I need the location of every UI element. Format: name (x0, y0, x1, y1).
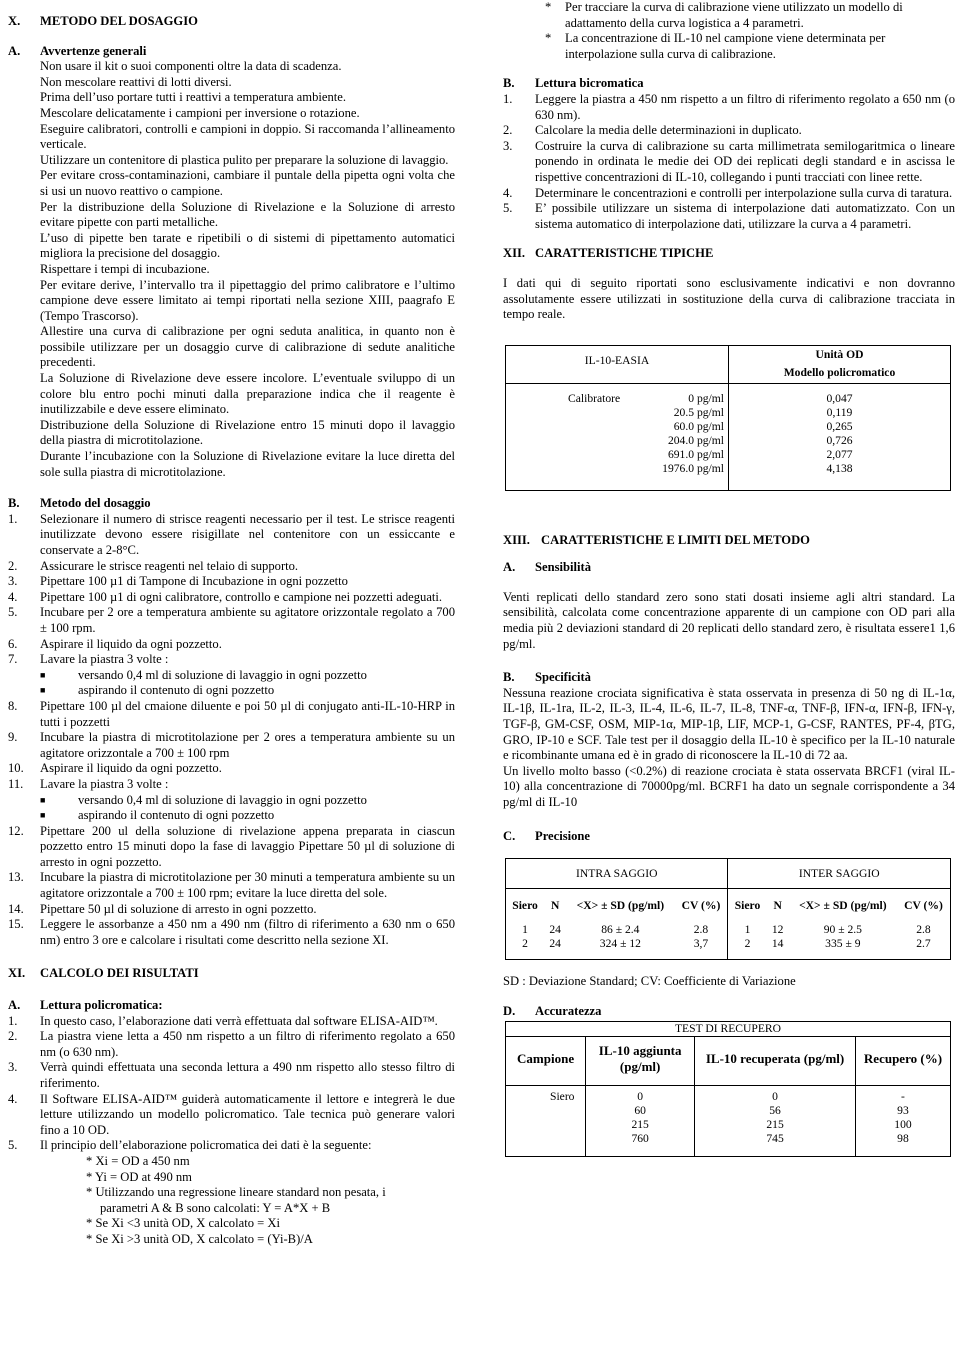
recovery-value: 98 (897, 1132, 909, 1146)
sens-paragraph: Venti replicati dello standard zero sono stati dosati insieme agli altri standard. La sensibilità, calcolata come concentrazione apparente di un campione con OD pari alla media più 2 deviazioni standard di 20 replicati dello standard zero, è risultata essere1 1,6 pg/ml. (503, 589, 955, 651)
item-text: Pipettare 100 µ1 di ogni calibratore, controllo e campione nei pozzetti adeguati. (40, 589, 443, 604)
recovery-value: 0 (772, 1090, 778, 1104)
typical-table (505, 345, 951, 491)
item-number: 2. (503, 123, 513, 138)
precision-cell: 90 ± 2.5 (823, 923, 862, 937)
item-text: Pipettare 200 ul della soluzione di rivelazione appena preparata in ciascun pozzetto entro 15 minuti dopo la fase di lavaggio Pipettare 50 µl di soluzione di arresto in ogni pozzetto. (40, 823, 455, 869)
item-number: 5. (8, 605, 18, 620)
od-value: 4,138 (826, 461, 853, 475)
section-number: XII. (503, 246, 526, 261)
list-item (8, 590, 455, 606)
conc-value: 20.5 pg/ml (673, 405, 724, 419)
item-text: Pipettare 50 µl di soluzione di arresto in ogni pozzetto. (40, 901, 317, 916)
subsection-title: Metodo del dosaggio (40, 496, 151, 511)
sub-a2-heading (8, 998, 455, 1014)
recovery-col-headers (506, 1037, 951, 1086)
precision-cell: 1 (744, 923, 751, 937)
precision-cell: 24 (549, 937, 561, 951)
recovery-value: 56 (769, 1104, 781, 1118)
section-number: XIII. (503, 532, 530, 547)
bullet-item (40, 808, 455, 824)
conc-value: 1976.0 pg/ml (662, 461, 724, 475)
list-item (8, 761, 455, 777)
recovery-added (586, 1086, 695, 1157)
subsection-title: Sensibilità (535, 560, 591, 575)
precision-col-header: CV (%) (674, 889, 728, 924)
sub-a-sens-heading (503, 560, 955, 576)
item-text: E’ possibile utilizzare un sistema di interpolazione dati automatizzato. Con un sistema automatico di interpolazione dati, utilizzare la curva a 4 parametri. (535, 201, 955, 231)
recovery-title: TEST DI RECUPERO (506, 1022, 951, 1037)
list-item (8, 1029, 455, 1060)
bullet-icon: ■ (40, 685, 46, 696)
section-xii-heading (503, 246, 955, 262)
bullet-text: aspirando il contenuto di ogni pozzetto (78, 808, 275, 823)
sub-b-bichrom-heading (503, 76, 955, 92)
item-text: Pipettare 100 µl del cmaione diluente e poi 50 µl di conjugato anti-IL-10-HRP in tutti i pozzetti (40, 698, 455, 729)
item-number: 13. (8, 870, 24, 885)
precision-row (506, 937, 951, 960)
od-value: 2,077 (826, 447, 853, 461)
recovery-table (505, 1021, 951, 1157)
bullet-item (40, 668, 455, 684)
item-number: 9. (8, 730, 18, 745)
avvertenza-item: Per evitare cross-contaminazioni, cambiare il puntale della pipetta ogni volta che si usi un nuovo reattivo o campione. (40, 168, 455, 198)
item-number: 3. (503, 138, 513, 153)
list-item (8, 1014, 455, 1030)
sub-a-heading (8, 44, 455, 60)
precision-col-header: <X> ± SD (pg/ml) (576, 899, 665, 913)
top-notes (545, 0, 955, 62)
calc-line: parametri A & B sono calcolati: Y = A*X + B (100, 1200, 331, 1215)
calibrator-label: Calibratore (568, 391, 621, 405)
item-text: Incubare la piastra di microtitolazione per 30 minuti a temperatura ambiente su un agitatore orizzontale a 700 ± 100 rpm; evitare la luce diretta del sole. (40, 870, 455, 901)
item-number: 10. (8, 761, 24, 776)
avvertenza-item: Non usare il kit o suoi componenti oltre la data di scadenza. (40, 59, 342, 74)
item-text: Leggere le assorbanze a 450 nm a 490 nm (filtro di riferimento a 630 nm o 650 nm) entro 3 ore e calcolare i risultati come descritto nella sezione XI. (40, 917, 455, 947)
list-item (8, 652, 455, 668)
calc-line: * Se Xi >3 unità OD, X calcolato = (Yi-B)/A (86, 1231, 313, 1246)
item-number: 5. (8, 1138, 18, 1153)
intra-header: INTRA SAGGIO (506, 859, 728, 889)
calc-line: * Utilizzando una regressione lineare standard non pesata, i (86, 1185, 386, 1200)
right-column (503, 0, 955, 1157)
typical-header-2 (729, 345, 951, 383)
item-number: 4. (503, 185, 513, 200)
subsection-number: D. (503, 1003, 516, 1018)
item-number: 1. (8, 1013, 18, 1028)
item-text: Incubare per 2 ore a temperatura ambiente su agitatore orizzontale regolato a 700 ± 100 rpm. (40, 605, 455, 635)
recovery-value: 93 (897, 1104, 909, 1118)
item-text: Calcolare la media delle determinazioni in duplicato. (535, 123, 802, 138)
recovery-col-header: IL-10 aggiunta (pg/ml) (586, 1037, 695, 1086)
avvertenza-item: Rispettare i tempi di incubazione. (40, 261, 210, 276)
od-list (733, 392, 946, 476)
asterisk: * (545, 31, 552, 46)
bullet-item (40, 683, 455, 699)
item-number: 4. (8, 1091, 18, 1106)
left-column (8, 6, 455, 1248)
note-text: Per tracciare la curva di calibrazione viene utilizzato un modello di adattamento della curva logistica a 4 parametri. (565, 0, 903, 30)
od-value: 0,119 (826, 405, 853, 419)
typical-header-2a: Unità OD (815, 347, 864, 361)
subsection-number: A. (8, 43, 21, 58)
precision-col-header: CV (%) (904, 899, 943, 913)
avvertenza-item: Utilizzare un contenitore di plastica pulito per preparare la soluzione di lavaggio. (40, 152, 449, 167)
avvertenza-item: Eseguire calibratori, controlli e campioni in doppio. Si raccomanda l’allineamento verticale. (40, 121, 455, 152)
recovery-recovered (695, 1086, 856, 1157)
item-number: 14. (8, 901, 24, 916)
section-xi-heading (8, 966, 455, 982)
item-text: Selezionare il numero di strisce reagenti necessario per il test. Le strisce reagenti inutilizzate devono essere risigillate nel contenitore con un essiccante e conservate a 2-8°C. (40, 511, 455, 557)
typical-right-cell (729, 383, 951, 490)
precision-cell: 2.8 (674, 923, 728, 937)
item-text: Il Software ELISA-AID™ guiderà automaticamente il lettore e integrerà le due letture utilizzando un modello policromatico. Tale tecnica può generare valori fino a 10 OD. (40, 1091, 455, 1137)
recovery-col-header: Campione (506, 1037, 586, 1086)
precision-cell: 1 (522, 923, 528, 937)
subsection-number: A. (8, 998, 21, 1013)
item-number: 4. (8, 589, 18, 604)
section-xiii-heading (503, 533, 955, 549)
recovery-value: 745 (766, 1132, 784, 1146)
list-item (8, 824, 455, 871)
bullet-icon: ■ (40, 669, 46, 680)
item-number: 7. (8, 652, 18, 667)
section-title: METODO DEL DOSAGGIO (40, 14, 198, 28)
bullet-icon: ■ (40, 794, 46, 805)
subsection-title: Lettura policromatica: (40, 998, 163, 1013)
item-number: 3. (8, 574, 18, 589)
recovery-value: 760 (631, 1132, 649, 1146)
item-number: 8. (8, 698, 18, 713)
steps-list (8, 512, 455, 949)
calc-line: * Se Xi <3 unità OD, X calcolato = Xi (86, 1216, 280, 1231)
section-title: CARATTERISTICHE E LIMITI DEL METODO (541, 532, 810, 547)
item-text: La piastra viene letta a 450 nm rispetto a un filtro di riferimento regolato a 650 nm (o 630 nm). (40, 1029, 455, 1059)
precision-cell: 324 ± 12 (599, 937, 641, 951)
precision-col-header: <X> ± SD (pg/ml) (799, 899, 887, 913)
bullet-text: versando 0,4 ml di soluzione di lavaggio in ogni pozzetto (78, 792, 367, 807)
subsection-number: B. (503, 670, 515, 685)
item-number: 6. (8, 636, 18, 651)
sub-d-heading (503, 1004, 955, 1020)
list-item (8, 605, 455, 636)
inter-header: INTER SAGGIO (728, 859, 951, 889)
subsection-number: B. (503, 76, 515, 91)
item-number: 15. (8, 917, 24, 932)
list-item (8, 559, 455, 575)
precision-cell: 3,7 (674, 937, 728, 960)
typical-left-cell (506, 383, 729, 490)
subsection-title: Precisione (535, 828, 591, 843)
bullet-icon: ■ (40, 810, 46, 821)
precision-table (505, 858, 951, 960)
subsection-number: B. (8, 496, 20, 511)
recovery-value: 0 (637, 1090, 644, 1104)
precision-col-header: N (550, 899, 560, 913)
precision-col-header: Siero (512, 899, 538, 913)
od-value: 0,726 (826, 433, 853, 447)
list-item (8, 917, 455, 948)
precision-cell: 2.7 (916, 937, 931, 951)
item-number: 1. (8, 511, 18, 526)
precision-note: SD : Deviazione Standard; CV: Coefficiente di Variazione (503, 974, 796, 989)
list-item (8, 730, 455, 761)
avvertenza-item: Non mescolare reattivi di lotti diversi. (40, 74, 232, 89)
section-title: CALCOLO DEI RISULTATI (40, 966, 199, 981)
avvertenza-item: Prima dell’uso portare tutti i reattivi a temperatura ambiente. (40, 90, 346, 105)
od-value: 0,047 (826, 391, 853, 405)
list-item (8, 902, 455, 918)
bullet-text: versando 0,4 ml di soluzione di lavaggio in ogni pozzetto (78, 667, 367, 682)
recovery-label: Siero (506, 1086, 586, 1157)
conc-value: 691.0 pg/ml (667, 447, 724, 461)
item-text: Incubare la piastra di microtitolazione per 2 ores a temperatura ambiente su un agitatore orizzontale a 700 ± 100 rpm (40, 730, 455, 760)
bullet-item (40, 793, 455, 809)
recovery-value: - (901, 1090, 905, 1104)
subsection-title: Accuratezza (535, 1003, 602, 1018)
recovery-value: 60 (634, 1104, 646, 1118)
calc-line: * Xi = OD a 450 nm (86, 1153, 190, 1168)
avvertenza-item: Distribuzione della Soluzione di Rivelazione entro 15 minuti dopo il lavaggio della piastra di microtitolazione. (40, 417, 455, 448)
item-text: Aspirare il liquido da ogni pozzetto. (40, 761, 222, 776)
calc-line: * Yi = OD at 490 nm (86, 1169, 192, 1184)
avvertenze-list (8, 59, 455, 480)
list-item (8, 1060, 455, 1091)
item-text: Determinare le concentrazioni e controlli per interpolazione sulla curva di taratura. (535, 185, 953, 200)
item-text: Costruire la curva di calibrazione su carta millimetrata semilogaritmica o lineare ponendo in ordinata le medie dei OD dei replicati degli standard e in ascissa le rispettive concentrazioni di IL-10, collegando i punti tracciati con linee rette. (535, 138, 955, 184)
section-number: XI. (8, 966, 26, 981)
recovery-col-header: IL-10 recuperata (pg/ml) (695, 1037, 856, 1086)
sub-b-heading (8, 496, 455, 512)
precision-cell: 2 (522, 937, 528, 951)
conc-value: 0 pg/ml (688, 391, 724, 405)
note-item (545, 0, 955, 31)
spec-paragraph-1: Nessuna reazione crociata significativa è stata osservata in presenza di 50 ng di IL-1α, IL-1β, IL-1ra, IL-2, IL-3, IL-4, IL-6, IL-7, IL-8, TNF-α, TNF-β, IFN-α, IFN-β, IFN-γ, TGF-β, GM-CSF, OSM, MIP-1α, MIP-1β, LIF, MCP-1, G-CSF, RANTES, PF-4, βTG, GRO, IP-10 e SCF. Tale test per il dosaggio della IL-10 è specifico per la IL-10 naturale e ricombinante umana ed è in grado di riconoscere la IL-10 di 72 aa. (503, 685, 955, 763)
list-item (8, 870, 455, 901)
item-text: Aspirare il liquido da ogni pozzetto. (40, 636, 222, 651)
sub-c-heading (503, 829, 955, 845)
precision-col-header: N (773, 899, 782, 913)
sub-b-spec-heading (503, 670, 955, 686)
item-text: Assicurare le strisce reagenti nel telaio di supporto. (40, 558, 299, 573)
calc-lines (86, 1154, 455, 1248)
conc-value: 60.0 pg/ml (673, 419, 724, 433)
list-item (503, 139, 955, 186)
item-number: 2. (8, 558, 18, 573)
precision-cell: 335 ± 9 (825, 937, 861, 951)
item-number: 5. (503, 201, 513, 216)
spec-paragraph-2: Un livello molto basso (<0.2%) di reazione crociata è stata osservata BRCF1 (viral IL-10) alla concentrazione di 70000pg/ml. BCRF1 ha dato un segnale corrispondente a 34 pg/ml di IL-10 (503, 763, 955, 809)
subsection-title: Avvertenze generali (40, 43, 147, 58)
poly-list (8, 1014, 455, 1154)
conc-value: 204.0 pg/ml (667, 433, 724, 447)
item-number: 2. (8, 1029, 18, 1044)
bullet-text: aspirando il contenuto di ogni pozzetto (78, 683, 275, 698)
item-text: Leggere la piastra a 450 nm rispetto a un filtro di riferimento regolato a 650 nm (o 630 nm). (535, 91, 955, 122)
recovery-col-header: Recupero (%) (855, 1037, 950, 1086)
conc-list (648, 392, 724, 476)
typical-header-1: IL-10-EASIA (506, 345, 729, 383)
list-item (8, 512, 455, 559)
section-x-heading (8, 14, 455, 30)
precision-cell: 24 (549, 923, 561, 937)
recovery-value: 215 (631, 1118, 649, 1132)
precision-cell: 86 ± 2.4 (601, 923, 640, 937)
list-item (8, 637, 455, 653)
precision-col-headers (506, 889, 951, 924)
section-number: X. (8, 14, 21, 28)
list-item (503, 201, 955, 232)
precision-row (506, 923, 951, 937)
subsection-title: Specificità (535, 670, 591, 685)
avvertenza-item: Mescolare delicatamente i campioni per inversione o rotazione. (40, 105, 360, 120)
list-item (503, 123, 955, 139)
avvertenza-item: Per evitare derive, l’intervallo tra il pipettaggio del primo calibratore e l’ultimo campione deve essere limitato ai tempi riportati nella sezione XIII, paagrafo E (Tempo Trascorso). (40, 277, 455, 323)
precision-cell: 2 (744, 937, 751, 951)
item-number: 12. (8, 823, 24, 838)
item-text: Lavare la piastra 3 volte : (40, 776, 169, 791)
item-text: In questo caso, l’elaborazione dati verrà effettuata dal software ELISA-AID™. (40, 1013, 438, 1028)
list-item (503, 92, 955, 123)
precision-body (506, 923, 951, 960)
list-item (503, 186, 955, 202)
avvertenza-item: Per la distribuzione della Soluzione di Rivelazione e la Soluzione di arresto evitare pipette con parti metalliche. (40, 199, 455, 230)
item-text: Pipettare 100 µ1 di Tampone di Incubazione in ogni pozzetto (40, 574, 348, 589)
recovery-value: 215 (766, 1118, 784, 1132)
precision-cell: 2.8 (916, 923, 931, 937)
recovery-percent (855, 1086, 950, 1157)
list-item (8, 699, 455, 730)
precision-col-header: Siero (734, 899, 761, 913)
item-number: 1. (503, 91, 513, 106)
avvertenza-item: Allestire una curva di calibrazione per ogni seduta analitica, in quanto non è possibile utilizzare per un dosaggio curve di calibrazione di sedute analitiche precedenti. (40, 324, 455, 370)
xii-paragraph: I dati qui di seguito riportati sono esclusivamente indicativi e non dovranno assolutamente essere utilizzati in sostituzione della curva di calibrazione tracciata in tempo reale. (503, 275, 955, 322)
precision-cell: 12 (771, 923, 784, 937)
bichrom-list (503, 92, 955, 232)
avvertenza-item: L’uso di pipette ben tarate e ripetibili o di sistemi di pipettamento automatici migliora la precisione del dosaggio. (40, 230, 455, 261)
list-item (8, 574, 455, 590)
subsection-title: Lettura bicromatica (535, 76, 644, 91)
typical-header-2b: Modello policromatico (783, 365, 896, 379)
typical-left-inner (568, 392, 724, 476)
avvertenza-item: La Soluzione di Rivelazione deve essere incolore. L’eventuale sviluppo di un colore blu entro pochi minuti dalla preparazione indica che il reagente è inutilizzabile e deve essere eliminato. (40, 371, 455, 417)
avvertenza-item: Durante l’incubazione con la Soluzione di Rivelazione evitare la luce diretta del sole sulla piastra di microtitolazione. (40, 449, 455, 479)
od-value: 0,265 (826, 419, 853, 433)
subsection-number: A. (503, 560, 516, 575)
item-number: 11. (8, 776, 24, 791)
section-title: CARATTERISTICHE TIPICHE (535, 246, 714, 261)
item-text: Verrà quindi effettuata una seconda lettura a 490 nm rispetto allo stesso filtro di riferimento. (40, 1060, 455, 1090)
recovery-value: 100 (894, 1118, 912, 1132)
note-item (545, 31, 955, 62)
list-item (8, 1092, 455, 1139)
recovery-row (506, 1086, 951, 1157)
asterisk: * (545, 0, 552, 14)
item-text: Il principio dell’elaborazione policromatica dei dati è la seguente: (40, 1138, 372, 1153)
list-item (8, 1138, 455, 1154)
item-number: 3. (8, 1060, 18, 1075)
precision-cell: 14 (771, 937, 784, 951)
note-text: La concentrazione di IL-10 nel campione viene determinata per interpolazione sulla curva di calibrazione. (565, 31, 886, 61)
item-text: Lavare la piastra 3 volte : (40, 652, 169, 667)
list-item (8, 777, 455, 793)
subsection-number: C. (503, 828, 516, 843)
